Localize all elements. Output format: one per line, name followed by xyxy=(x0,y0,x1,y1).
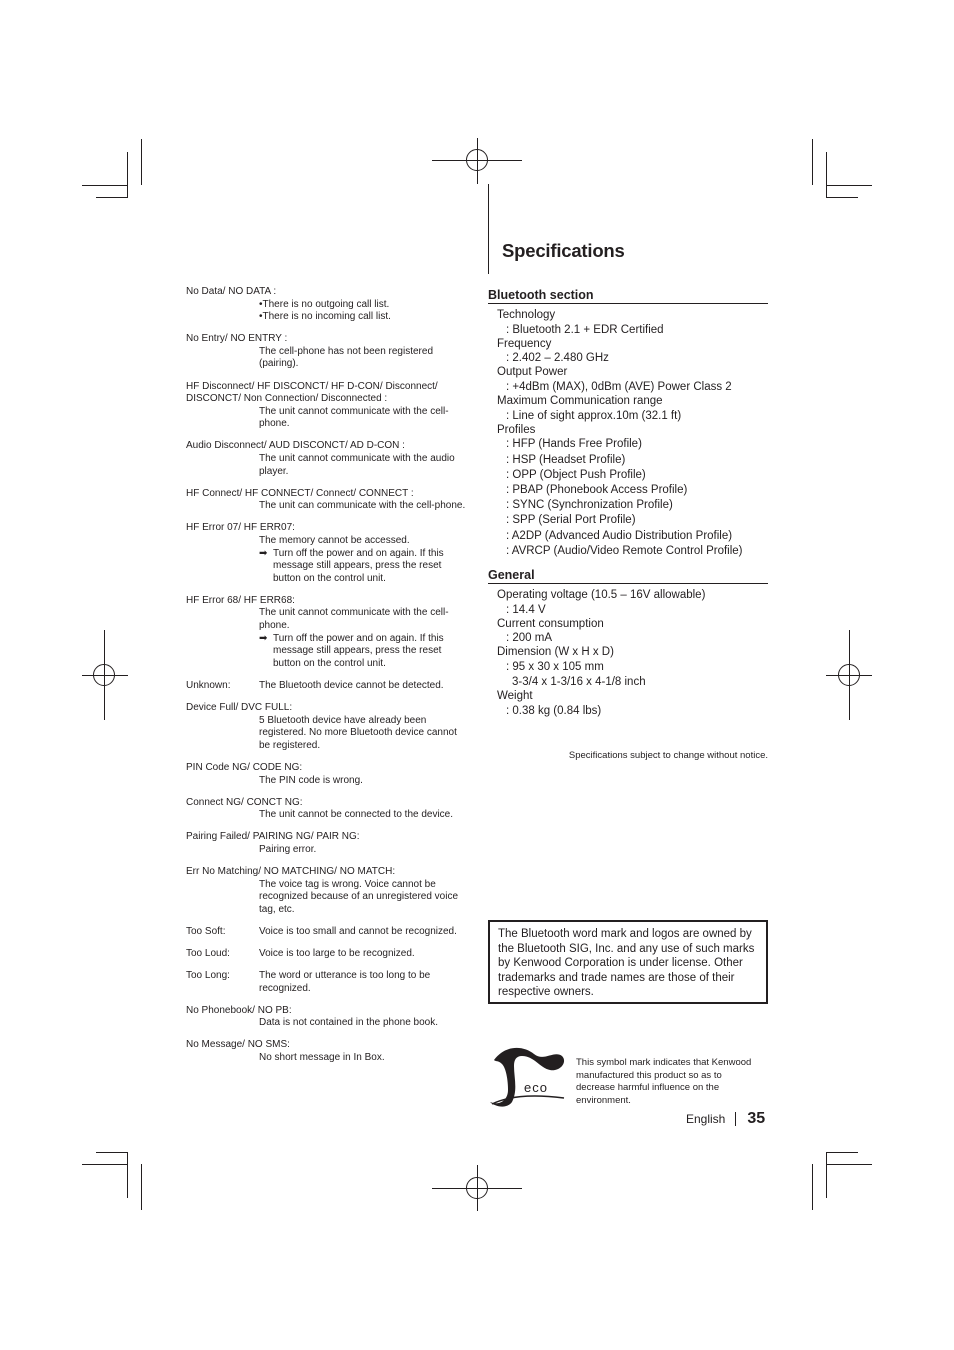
bluetooth-section-heading: Bluetooth section xyxy=(488,288,768,304)
spec-name: Current consumption xyxy=(497,617,604,630)
error-entry-label: No Message/ NO SMS: xyxy=(186,1039,290,1051)
spec-value: : PBAP (Phonebook Access Profile) xyxy=(506,483,688,496)
error-entry xyxy=(186,762,468,787)
spec-name: Frequency xyxy=(497,337,552,350)
error-entry-description: The unit cannot communicate with the cell-phone. xyxy=(259,405,449,430)
error-entry-description: The word or utterance is too long to be recognized. xyxy=(259,970,431,994)
error-entry-description: The memory cannot be accessed. xyxy=(259,535,410,546)
error-entry-label: No Phonebook/ NO PB: xyxy=(186,1004,292,1016)
error-entry-remedy xyxy=(259,548,468,586)
error-entry xyxy=(186,702,468,752)
error-entry-description: Voice is too small and cannot be recognized. xyxy=(259,925,457,937)
error-entry xyxy=(186,595,468,671)
error-entry-description: No short message in In Box. xyxy=(259,1052,385,1063)
error-entry-label: Unknown: xyxy=(186,679,231,691)
page-title: Specifications xyxy=(502,240,625,261)
error-entry-description: 5 Bluetooth device have already been registered. No more Bluetooth device cannot be registered. xyxy=(259,714,457,751)
error-entry-remedy xyxy=(259,633,468,671)
error-entry-description: The cell-phone has not been registered (pairing). xyxy=(259,345,434,370)
spec-value: : Line of sight approx.10m (32.1 ft) xyxy=(506,409,682,422)
error-entry xyxy=(186,286,468,324)
footer-language: English xyxy=(686,1112,726,1126)
spec-value: : AVRCP (Audio/Video Remote Control Profile) xyxy=(506,544,743,557)
error-entry-description: The unit cannot communicate with the cell-phone. xyxy=(259,607,449,632)
spec-value: : 14.4 V xyxy=(506,603,546,616)
spec-value: : Bluetooth 2.1 + EDR Certified xyxy=(506,323,664,336)
spec-value: : A2DP (Advanced Audio Distribution Profile) xyxy=(506,529,733,542)
error-entry-description: The unit can communicate with the cell-phone. xyxy=(259,500,466,512)
error-entry xyxy=(186,488,468,513)
error-entry-label: HF Error 07/ HF ERR07: xyxy=(186,522,295,534)
error-entry xyxy=(186,1005,468,1030)
spec-value: : SPP (Serial Port Profile) xyxy=(506,514,636,527)
spec-name: Technology xyxy=(497,309,556,321)
error-entry-label: Too Loud: xyxy=(186,947,230,959)
error-entry-description: The PIN code is wrong. xyxy=(259,774,363,786)
error-entry-remedy-text: Turn off the power and on again. If this message still appears, press the reset button on the control unit. xyxy=(273,632,444,669)
spec-value: : HSP (Headset Profile) xyxy=(506,453,626,466)
spec-name: Operating voltage (10.5 – 16V allowable) xyxy=(497,589,706,601)
error-entry-description: Voice is too large to be recognized. xyxy=(259,947,415,959)
footer-separator xyxy=(735,1112,736,1126)
error-entry-description: Data is not contained in the phone book. xyxy=(259,1017,439,1029)
error-entry-description: The unit cannot communicate with the audio player. xyxy=(259,453,455,477)
spec-value: : 0.38 kg (0.84 lbs) xyxy=(506,704,602,717)
general-spec-list xyxy=(497,589,768,719)
spec-name: Profiles xyxy=(497,423,536,436)
error-entry-description: The Bluetooth device cannot be detected. xyxy=(259,679,444,691)
error-entry-description: Pairing error. xyxy=(259,843,317,855)
error-entry-description: • There is no outgoing call list. xyxy=(259,299,468,312)
trademark-notice: The Bluetooth word mark and logos are owned by the Bluetooth SIG, Inc. and any use of such marks by Kenwood Corporation is under license. Other trademarks and trade names are those of their respective owners. xyxy=(488,920,768,1004)
spec-name: Dimension (W x H x D) xyxy=(497,646,614,659)
error-entry xyxy=(186,333,468,371)
error-message-list xyxy=(186,286,468,1074)
arrow-right-icon: ➡ xyxy=(259,632,268,644)
error-entry-label: HF Error 68/ HF ERR68: xyxy=(186,594,295,606)
eco-description: This symbol mark indicates that Kenwood manufactured this product so as to decrease harmful influence on the environment. xyxy=(576,1057,752,1106)
spec-value: : 95 x 30 x 105 mm xyxy=(506,660,604,673)
error-entry-remedy-text: Turn off the power and on again. If this message still appears, press the reset button on the control unit. xyxy=(273,547,444,584)
spec-value: : SYNC (Synchronization Profile) xyxy=(506,499,673,512)
spec-value: : HFP (Hands Free Profile) xyxy=(506,438,642,451)
error-entry xyxy=(186,948,468,961)
error-entry-description: • There is no incoming call list. xyxy=(259,311,468,324)
error-entry xyxy=(186,381,468,431)
arrow-right-icon: ➡ xyxy=(259,547,268,559)
error-entry-label: Too Long: xyxy=(186,970,230,982)
error-entry xyxy=(186,866,468,916)
spec-name: Maximum Communication range xyxy=(497,395,663,408)
error-entry-label: Pairing Failed/ PAIRING NG/ PAIR NG: xyxy=(186,831,360,843)
spec-value: : 2.402 – 2.480 GHz xyxy=(506,352,609,365)
error-entry-label: HF Disconnect/ HF DISCONCT/ HF D-CON/ Disconnect/ DISCONCT/ Non Connection/ Disconnected : xyxy=(186,380,438,405)
spec-value: : OPP (Object Push Profile) xyxy=(506,468,646,481)
error-entry-label: PIN Code NG/ CODE NG: xyxy=(186,761,303,773)
error-entry-label: Audio Disconnect/ AUD DISCONCT/ AD D-CON : xyxy=(186,440,405,452)
spec-change-note: Specifications subject to change without notice. xyxy=(568,750,768,761)
error-entry-label: Connect NG/ CONCT NG: xyxy=(186,796,303,808)
error-entry-label: No Data/ NO DATA : xyxy=(186,286,277,297)
bluetooth-spec-list xyxy=(497,309,768,559)
error-entry-label: No Entry/ NO ENTRY : xyxy=(186,333,288,345)
error-entry-label: HF Connect/ HF CONNECT/ Connect/ CONNECT : xyxy=(186,487,414,499)
spec-value: : 200 mA xyxy=(506,632,553,645)
error-entry-label: Device Full/ DVC FULL: xyxy=(186,702,293,714)
error-entry-description: The voice tag is wrong. Voice cannot be recognized because of an unregistered voice tag, etc. xyxy=(259,878,459,915)
error-entry xyxy=(186,1039,468,1064)
error-entry xyxy=(186,680,468,693)
error-entry-description: The unit cannot be connected to the device. xyxy=(259,809,454,821)
error-entry xyxy=(186,970,468,995)
error-entry-label: Too Soft: xyxy=(186,925,226,937)
page-footer xyxy=(686,1110,765,1128)
spec-name: Output Power xyxy=(497,366,568,379)
error-entry-label: Err No Matching/ NO MATCHING/ NO MATCH: xyxy=(186,865,396,877)
error-entry xyxy=(186,522,468,585)
error-entry xyxy=(186,797,468,822)
spec-value: : +4dBm (MAX), 0dBm (AVE) Power Class 2 xyxy=(506,380,732,393)
title-rule xyxy=(488,184,489,274)
eco-logo-text: eco xyxy=(524,1080,548,1095)
page-number: 35 xyxy=(747,1110,766,1127)
error-entry xyxy=(186,831,468,856)
error-entry xyxy=(186,926,468,939)
eco-logo xyxy=(488,1040,566,1110)
spec-name: Weight xyxy=(497,690,533,703)
general-section-heading: General xyxy=(488,568,768,584)
error-entry xyxy=(186,440,468,478)
spec-value: 3-3/4 x 1-3/16 x 4-1/8 inch xyxy=(512,676,646,689)
